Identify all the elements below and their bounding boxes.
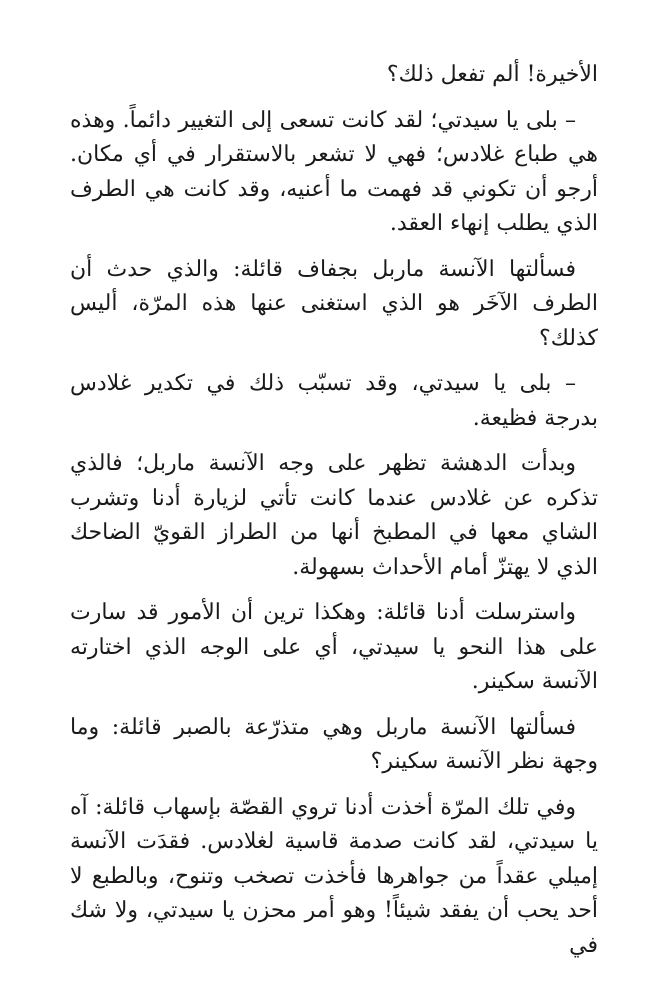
paragraph: وفي تلك المرّة أخذت أدنا تروي القصّة بإسهاب قائلة: آه يا سيدتي، لقد كانت صدمة قاسية لغلادس. فقدَت الآنسة إميلي عقداً من جواهرها فأخذت تصخب وتنوح، وبالطبع لا أحد يحب أن يفقد شيئاً! وهو أمر محزن يا سيدتي، ولا شك في <box>70 794 598 958</box>
paragraph: – بلى يا سيدتي؛ لقد كانت تسعى إلى التغيير دائماً. وهذه هي طباع غلادس؛ فهي لا تشعر بالاستقرار في أي مكان. أرجو أن تكوني قد فهمت ما أعنيه، وقد كانت هي الطرف الذي يطلب إنهاء العقد. <box>70 107 598 236</box>
paragraph: واسترسلت أدنا قائلة: وهكذا ترين أن الأمور قد سارت على هذا النحو يا سيدتي، أي على الوجه الذي اختارته الآنسة سكينر. <box>70 600 598 694</box>
paragraph: فسألتها الآنسة ماربل وهي متذرّعة بالصبر قائلة: وما وجهة نظر الآنسة سكينر؟ <box>70 714 598 774</box>
book-page <box>70 58 598 974</box>
paragraph: الأخيرة! ألم تفعل ذلك؟ <box>386 62 598 87</box>
paragraph: وبدأت الدهشة تظهر على وجه الآنسة ماربل؛ فالذي تذكره عن غلادس عندما كانت تأتي لزيارة أدنا وتشرب الشاي معها في المطبخ أنها من الطراز القويّ الضاحك الذي لا يهتزّ أمام الأحداث بسهولة. <box>70 451 598 580</box>
paragraph: – بلى يا سيدتي، وقد تسبّب ذلك في تكدير غلادس بدرجة فظيعة. <box>70 371 598 431</box>
paragraph: فسألتها الآنسة ماربل بجفاف قائلة: والذي حدث أن الطرف الآخَر هو الذي استغنى عنها هذه المرّة، أليس كذلك؟ <box>70 256 598 351</box>
